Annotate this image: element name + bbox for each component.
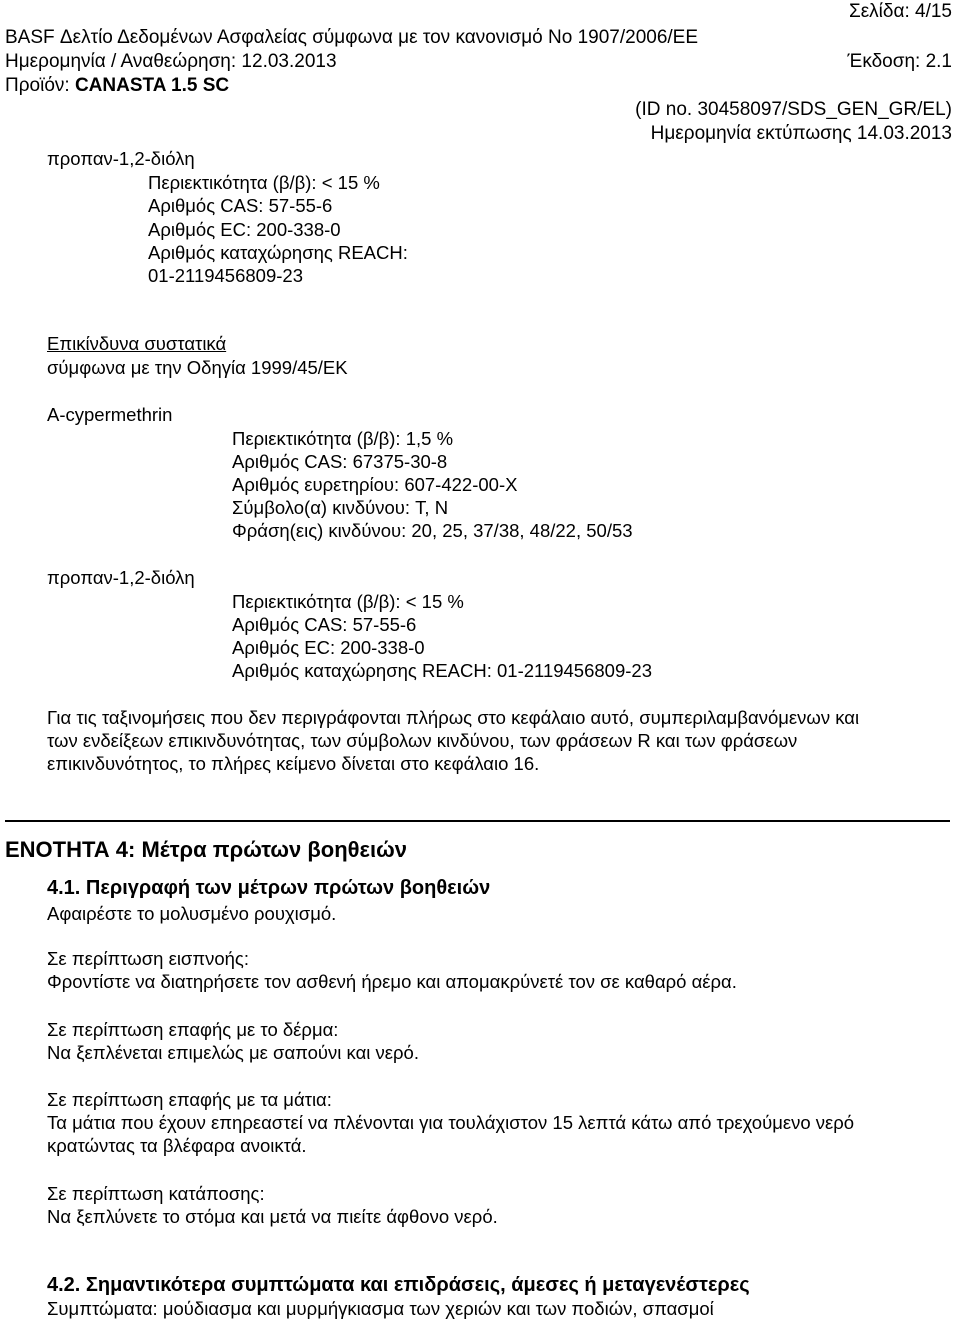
component-detail: Περιεκτικότητα (β/β): < 15 %: [148, 172, 380, 193]
hazardous-item-name: A-cypermethrin: [47, 404, 173, 425]
case-text-eyes: Τα μάτια που έχουν επηρεαστεί να πλένονται για τουλάχιστον 15 λεπτά κάτω από τρεχούμενο νερό: [47, 1112, 855, 1133]
hazardous-item-detail: Φράση(εις) κινδύνου: 20, 25, 37/38, 48/22, 50/53: [232, 520, 633, 541]
product-line: [5, 74, 229, 97]
product-label: Προϊόν:: [5, 75, 75, 96]
hazardous-item-name: προπαν-1,2-διόλη: [47, 567, 195, 588]
hazardous-heading: Επικίνδυνα συστατικά: [47, 333, 227, 354]
revision-date: Ημερομηνία / Αναθεώρηση: 12.03.2013: [5, 51, 337, 72]
component-detail: 01-2119456809-23: [148, 265, 303, 286]
document-title: BASF Δελτίο Δεδομένων Ασφαλείας σύμφωνα με τον κανονισμό Νο 1907/2006/ΕΕ: [5, 27, 699, 48]
classification-note-line: Για τις ταξινομήσεις που δεν περιγράφονται πλήρως στο κεφάλαιο αυτό, συμπεριλαμβανόμενων και: [47, 707, 860, 728]
component-detail: Αριθμός EC: 200-338-0: [148, 219, 341, 240]
subsection-4-1-intro: Αφαιρέστε το μολυσμένο ρουχισμό.: [47, 903, 337, 924]
case-heading-ingestion: Σε περίπτωση κατάποσης:: [47, 1183, 265, 1204]
subsection-4-2-title: 4.2. Σημαντικότερα συμπτώματα και επιδράσεις, άμεσες ή μεταγενέστερες: [47, 1274, 750, 1296]
id-number: (ID no. 30458097/SDS_GEN_GR/EL): [635, 99, 952, 120]
hazardous-subheading: σύμφωνα με την Οδηγία 1999/45/ΕΚ: [47, 357, 348, 378]
classification-note-line: των ενδείξεων επικινδυνότητας, των σύμβολων κινδύνου, των φράσεων R και των φράσεων: [47, 730, 798, 751]
page-number: Σελίδα: 4/15: [848, 1, 952, 22]
subsection-4-1-title: 4.1. Περιγραφή των μέτρων πρώτων βοηθειών: [47, 877, 491, 899]
print-date: Ημερομηνία εκτύπωσης 14.03.2013: [650, 123, 952, 144]
hazardous-item-detail: Περιεκτικότητα (β/β): 1,5 %: [232, 428, 454, 449]
component-name: προπαν-1,2-διόλη: [47, 148, 195, 169]
version: Έκδοση: 2.1: [847, 51, 952, 72]
case-heading-eyes: Σε περίπτωση επαφής με τα μάτια:: [47, 1089, 332, 1110]
component-detail: Αριθμός CAS: 57-55-6: [148, 195, 333, 216]
product-name: CANASTA 1.5 SC: [74, 75, 230, 96]
hazardous-item-detail: Αριθμός CAS: 67375-30-8: [232, 451, 448, 472]
case-heading-inhalation: Σε περίπτωση εισπνοής:: [47, 948, 249, 969]
case-text-skin: Να ξεπλένεται επιμελώς με σαπούνι και νερό.: [47, 1042, 419, 1063]
hazardous-item-detail: Αριθμός ευρετηρίου: 607-422-00-X: [232, 474, 518, 495]
section-4-title: ΕΝΟΤΗΤΑ 4: Μέτρα πρώτων βοηθειών: [5, 837, 407, 862]
case-heading-skin: Σε περίπτωση επαφής με το δέρμα:: [47, 1019, 339, 1040]
hazardous-item-detail: Αριθμός EC: 200-338-0: [232, 637, 425, 658]
hazardous-item-detail: Αριθμός καταχώρησης REACH: 01-2119456809-23: [232, 660, 652, 681]
section-divider: [5, 820, 950, 822]
case-text-inhalation: Φροντίστε να διατηρήσετε τον ασθενή ήρεμο και απομακρύνετέ τον σε καθαρό αέρα.: [47, 971, 737, 992]
hazardous-item-detail: Σύμβολο(α) κινδύνου: T, N: [232, 497, 449, 518]
hazardous-item-detail: Περιεκτικότητα (β/β): < 15 %: [232, 591, 464, 612]
component-detail: Αριθμός καταχώρησης REACH:: [148, 242, 408, 263]
hazardous-item-detail: Αριθμός CAS: 57-55-6: [232, 614, 417, 635]
subsection-4-2-text: Συμπτώματα: μούδιασμα και μυρμήγκιασμα των χεριών και των ποδιών, σπασμοί: [47, 1298, 714, 1319]
classification-note-line: επικινδυνότητος, το πλήρες κείμενο δίνεται στο κεφάλαιο 16.: [47, 753, 540, 774]
case-text-eyes: κρατώντας τα βλέφαρα ανοικτά.: [47, 1135, 307, 1156]
case-text-ingestion: Να ξεπλύνετε το στόμα και μετά να πιείτε άφθονο νερό.: [47, 1206, 498, 1227]
